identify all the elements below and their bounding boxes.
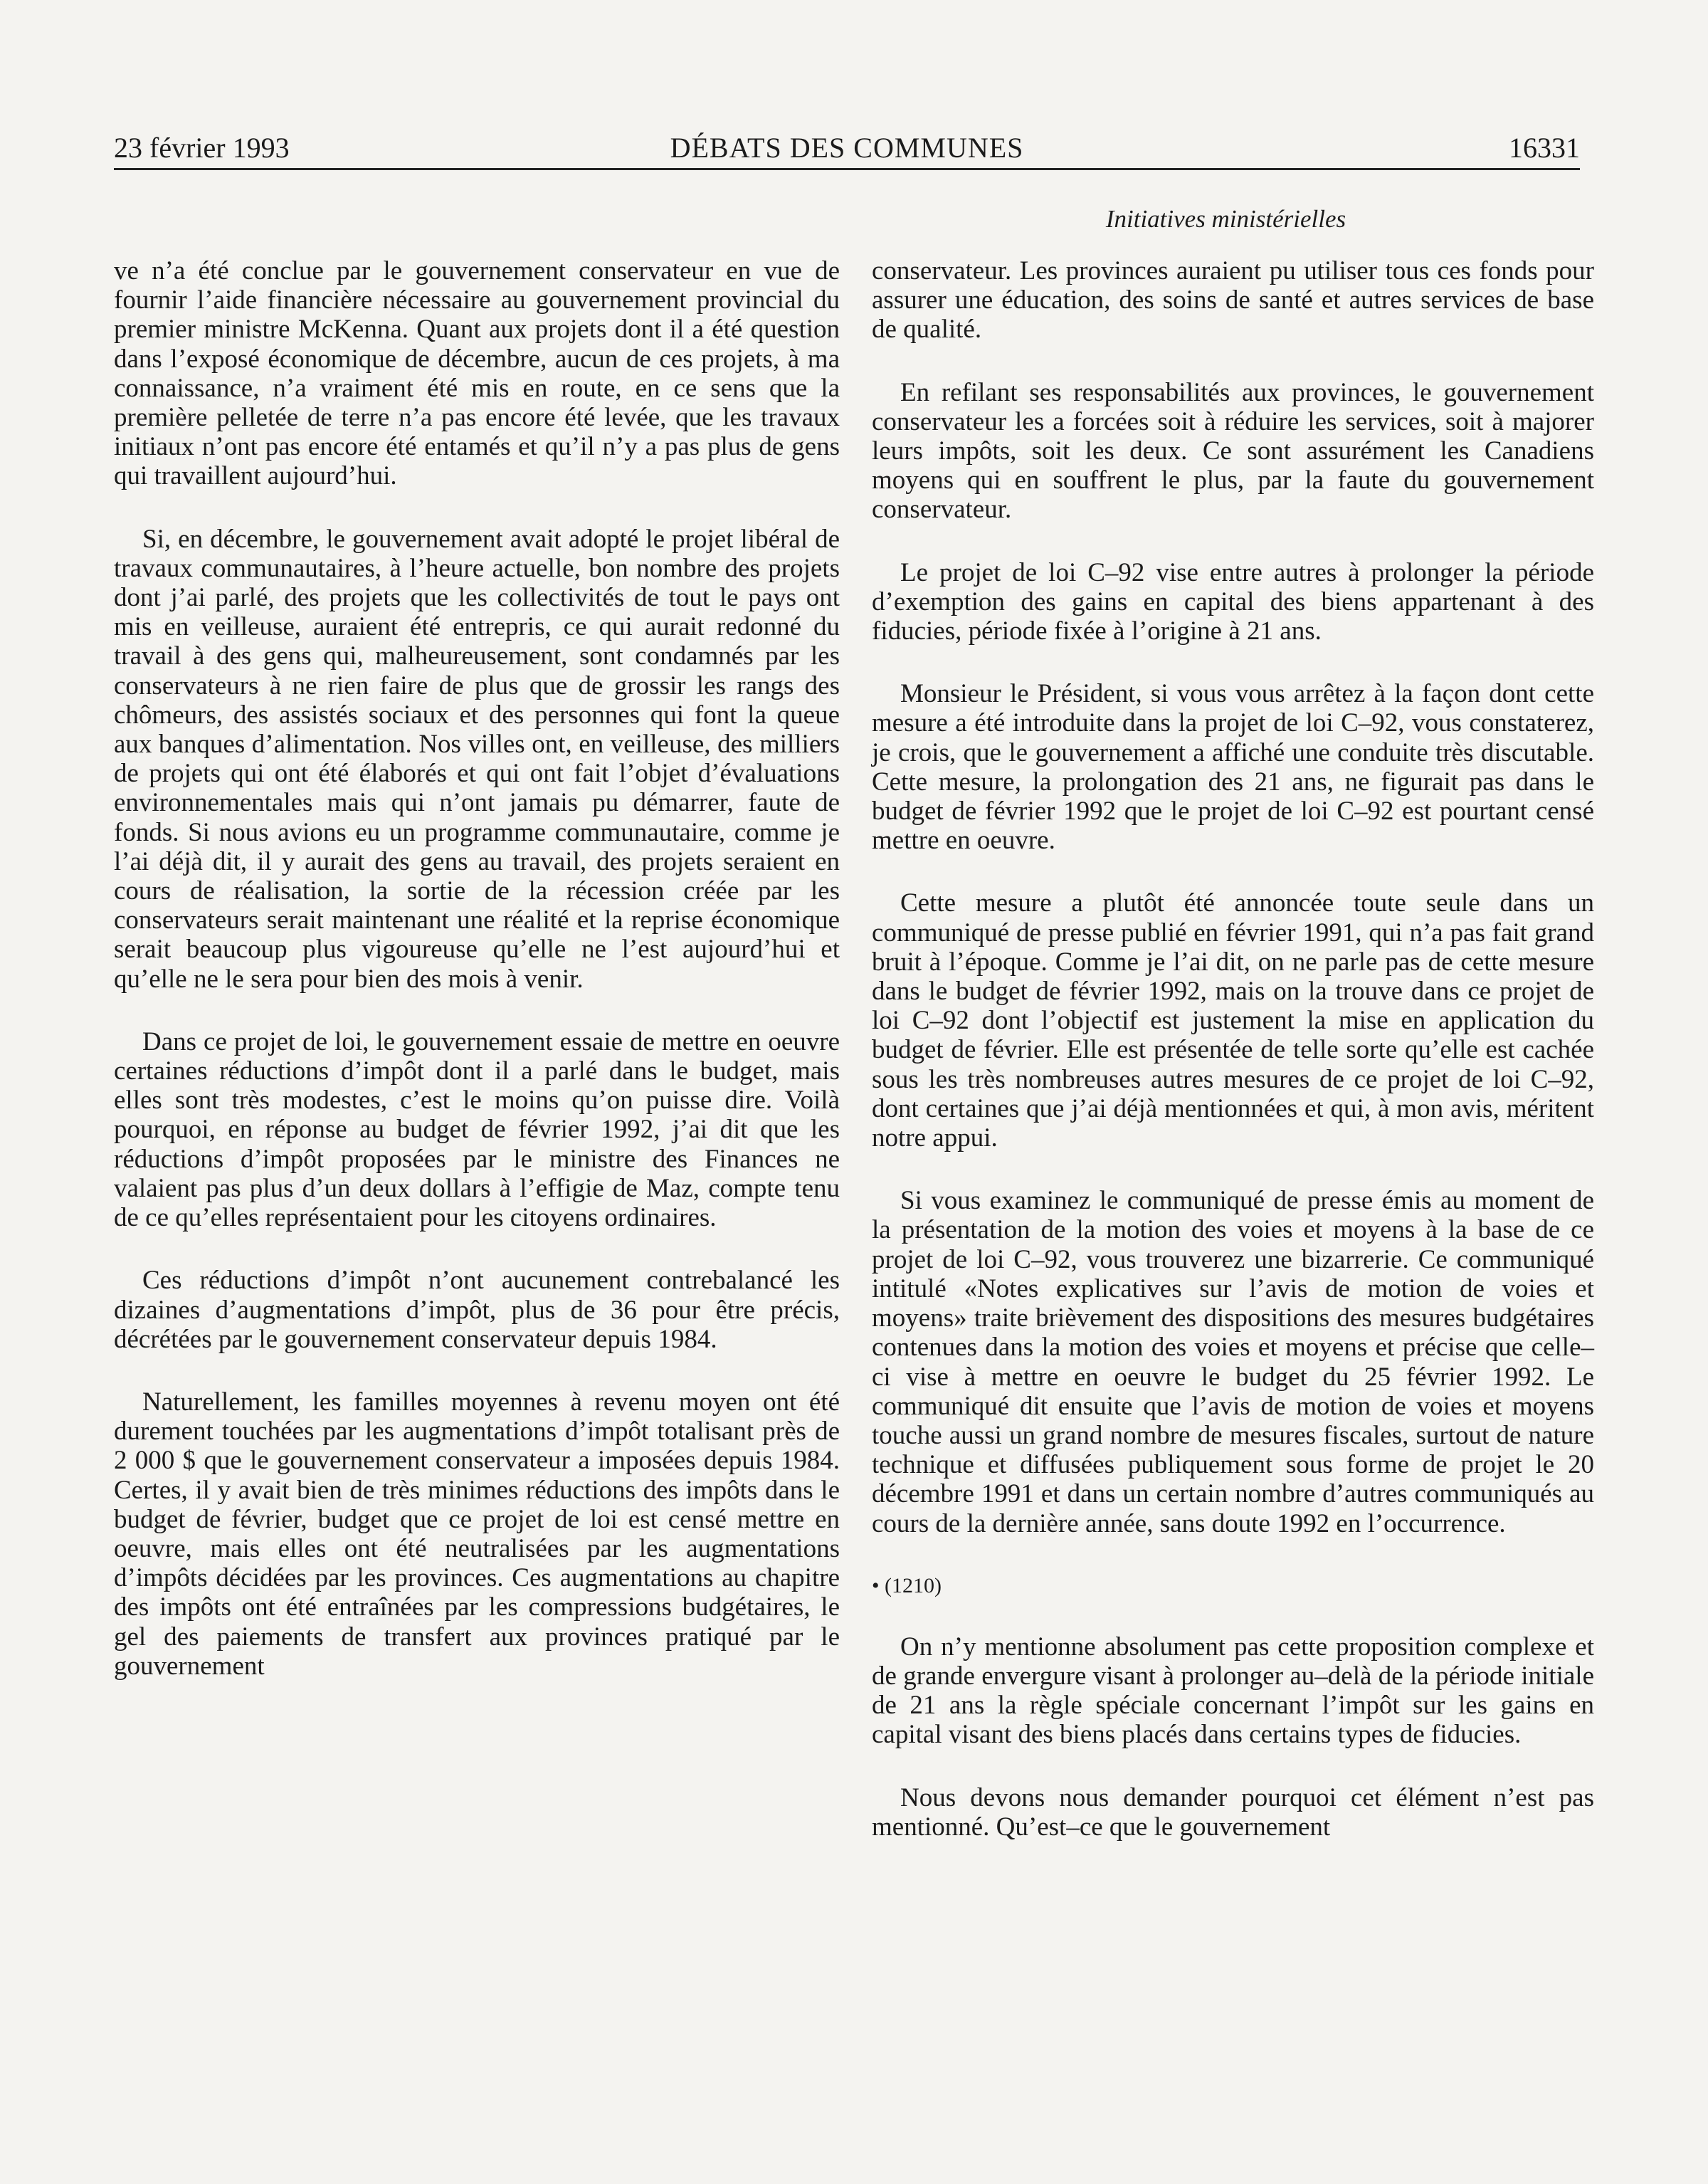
page-header (114, 128, 1580, 170)
paragraph: conservateur. Les provinces auraient pu utiliser tous ces fonds pour assurer une éducation, des soins de santé et autres services de base de qualité. (872, 256, 1594, 345)
paragraph: Dans ce projet de loi, le gouvernement essaie de mettre en oeuvre certaines réductions d’impôt dont il a parlé dans le budget, mais elles sont très modestes, c’est le moins qu’on puisse dire. Voilà pourquoi, en réponse au budget de février 1992, j’ai dit que les réductions d’impôt proposées par le ministre des Finances ne valaient pas plus d’un deux dollars à l’effigie de Maz, compte tenu de ce qu’elles représentaient pour les citoyens ordinaires. (114, 1027, 840, 1233)
paragraph: Nous devons nous demander pourquoi cet élément n’est pas mentionné. Qu’est–ce que le gouvernement (872, 1783, 1594, 1842)
header-date: 23 février 1993 (114, 132, 290, 164)
paragraph: ve n’a été conclue par le gouvernement conservateur en vue de fournir l’aide financière nécessaire au gouvernement provincial du premier ministre McKenna. Quant aux projets dont il a été question dans l’exposé économique de décembre, aucun de ces projets, à ma connaissance, n’a vraiment été mis en route, en ce sens que la première pelletée de terre n’a pas encore été levée, que les travaux initiaux n’ont pas encore été entamés et qu’il n’y a pas plus de gens qui travaillent aujourd’hui. (114, 256, 840, 491)
header-title: DÉBATS DES COMMUNES (670, 132, 1024, 164)
paragraph: Si, en décembre, le gouvernement avait adopté le projet libéral de travaux communautaires, à l’heure actuelle, bon nombre des projets dont j’ai parlé, des projets que les collectivités de tout le pays ont mis en veilleuse, auraient été entrepris, ce qui aurait redonné du travail à des gens qui, malheureusement, sont condamnés par les conservateurs à ne rien faire de plus que de grossir les rangs des chômeurs, des assistés sociaux et des personnes qui font la queue aux banques d’alimentation. Nos villes ont, en veilleuse, des milliers de projets qui ont été élaborés et qui ont fait l’objet d’évaluations environnementales mais qui n’ont jamais pu démarrer, faute de fonds. Si nous avions eu un programme communautaire, comme je l’ai déjà dit, il y aurait des gens au travail, des projets seraient en cours de réalisation, la sortie de la récession créée par les conservateurs serait maintenant une réalité et la reprise économique serait beaucoup plus vigoureuse qu’elle ne l’est aujourd’hui et qu’elle ne le sera pour bien des mois à venir. (114, 524, 840, 994)
left-column (114, 256, 840, 1714)
header-page-number: 16331 (1509, 132, 1580, 164)
paragraph: Ces réductions d’impôt n’ont aucunement contrebalancé les dizaines d’augmentations d’impôt, plus de 36 pour être précis, décrétées par le gouvernement conservateur depuis 1984. (114, 1266, 840, 1354)
paragraph: Naturellement, les familles moyennes à revenu moyen ont été durement touchées par les augmentations d’impôt totalisant près de 2 000 $ que le gouvernement conservateur a imposées depuis 1984. Certes, il y avait bien de très minimes réductions des impôts dans le budget de février, budget que ce projet de loi est censé mettre en oeuvre, mais elles ont été neutralisées par les augmentations d’impôts décidées par les provinces. Ces augmentations au chapitre des impôts ont été entraînées par les compressions budgétaires, le gel des paiements de transfert aux provinces pratiqué par le gouvernement (114, 1387, 840, 1681)
section-label: Initiatives ministérielles (1105, 205, 1346, 233)
paragraph: En refilant ses responsabilités aux provinces, le gouvernement conservateur les a forcées soit à réduire les services, soit à majorer leurs impôts, soit les deux. Ce sont assurément les Canadiens moyens qui en souffrent le plus, par la faute du gouvernement conservateur. (872, 377, 1594, 525)
paragraph: Cette mesure a plutôt été annoncée toute seule dans un communiqué de presse publié en février 1991, qui n’a pas fait grand bruit à l’époque. Comme je l’ai dit, on ne parle pas de cette mesure dans le budget de février 1992, mais on la trouve dans ce projet de loi C–92 dont l’objectif est justement la mise en application du budget de février. Elle est présentée de telle sorte qu’elle est cachée sous les très nombreuses autres mesures de ce projet de loi C–92, dont certaines que j’ai déjà mentionnées et qui, à mon avis, méritent notre appui. (872, 888, 1594, 1153)
time-stamp: (1210) (885, 1573, 942, 1597)
right-column (872, 256, 1594, 1875)
paragraph: Le projet de loi C–92 vise entre autres à prolonger la période d’exemption des gains en capital des biens appartenant à des fiducies, période fixée à l’origine à 21 ans. (872, 557, 1594, 646)
time-marker (872, 1572, 1594, 1600)
paragraph: Si vous examinez le communiqué de presse émis au moment de la présentation de la motion des voies et moyens à la base de ce projet de loi C–92, vous trouverez une bizarrerie. Ce communiqué intitulé «Notes explicatives sur l’avis de motion de voies et moyens» traite brièvement des dispositions des mesures budgétaires contenues dans la motion des voies et moyens et précise que celle–ci vise à mettre en oeuvre le budget du 25 février 1992. Le communiqué dit ensuite que l’avis de motion de voies et moyens touche aussi un grand nombre de mesures fiscales, surtout de nature technique et diffusées publiquement sous forme de projet le 20 décembre 1991 et dans un certain nombre d’autres communiqués au cours de la dernière année, sans doute 1992 en l’occurrence. (872, 1186, 1594, 1538)
paragraph: On n’y mentionne absolument pas cette proposition complexe et de grande envergure visant à prolonger au–delà de la période initiale de 21 ans la règle spéciale concernant l’impôt sur les gains en capital visant des biens placés dans certains types de fiducies. (872, 1632, 1594, 1750)
bullet-icon: • (872, 1573, 880, 1597)
paragraph: Monsieur le Président, si vous vous arrêtez à la façon dont cette mesure a été introduite dans la projet de loi C–92, vous constaterez, je crois, que le gouvernement a affiché une conduite très discutable. Cette mesure, la prolongation des 21 ans, ne figurait pas dans le budget de février 1992 que le projet de loi C–92 est pourtant censé mettre en oeuvre. (872, 679, 1594, 856)
